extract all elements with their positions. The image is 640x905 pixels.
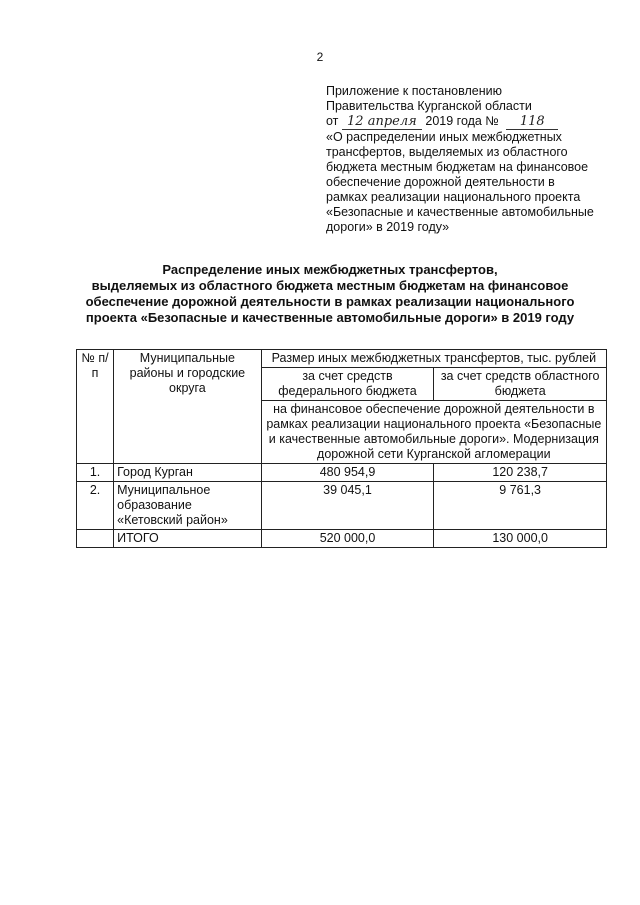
appendix-date-line <box>326 114 616 130</box>
appendix-title-line: рамках реализации национального проекта <box>326 190 581 204</box>
header-no: № п/п <box>77 350 114 464</box>
row-regional: 130 000,0 <box>434 530 607 548</box>
row-federal: 520 000,0 <box>261 530 434 548</box>
title-line: Распределение иных межбюджетных трансфертов, <box>162 262 498 277</box>
handwritten-date: 12 апреля <box>342 114 422 130</box>
row-regional: 9 761,3 <box>434 482 607 530</box>
page-number: 2 <box>316 50 324 64</box>
table-header-row <box>77 350 607 368</box>
title-line: обеспечение дорожной деятельности в рамках реализации национального <box>85 294 575 309</box>
appendix-line: Приложение к постановлению <box>326 84 502 98</box>
appendix-line: Правительства Курганской области <box>326 99 532 113</box>
header-purpose: на финансовое обеспечение дорожной деятельности в рамках реализации национального проекта «Безопасные и качественные автомобильные дороги». Модернизация дорожной сети Курганской агломерации <box>261 401 606 464</box>
header-municipality: Муниципальные районы и городские округа <box>114 350 262 464</box>
year-text: 2019 года № <box>425 114 499 128</box>
row-no: 1. <box>77 464 114 482</box>
header-amount: Размер иных межбюджетных трансфертов, тыс. рублей <box>261 350 606 368</box>
table-total-row <box>77 530 607 548</box>
row-no: 2. <box>77 482 114 530</box>
allocation-table <box>76 349 607 548</box>
date-prefix: от <box>326 114 339 128</box>
title-line: выделяемых из областного бюджета местным бюджетам на финансовое <box>91 278 569 293</box>
row-name: Город Курган <box>114 464 262 482</box>
appendix-title-line: дороги» в 2019 году» <box>326 220 450 234</box>
handwritten-number: 118 <box>506 114 558 130</box>
appendix-title-line: «О распределении иных межбюджетных <box>326 130 562 144</box>
row-regional: 120 238,7 <box>434 464 607 482</box>
header-regional: за счет средств областного бюджета <box>434 368 607 401</box>
row-federal: 39 045,1 <box>261 482 434 530</box>
appendix-header <box>326 84 616 235</box>
appendix-title-line: обеспечение дорожной деятельности в <box>326 175 555 189</box>
table-row <box>77 464 607 482</box>
appendix-title-line: «Безопасные и качественные автомобильные <box>326 205 594 219</box>
appendix-title-line: бюджета местным бюджетам на финансовое <box>326 160 589 174</box>
row-no <box>77 530 114 548</box>
row-name: ИТОГО <box>114 530 262 548</box>
row-name: Муниципальное образование «Кетовский район» <box>114 482 262 530</box>
row-federal: 480 954,9 <box>261 464 434 482</box>
table-row <box>77 482 607 530</box>
appendix-title-line: трансфертов, выделяемых из областного <box>326 145 568 159</box>
title-line: проекта «Безопасные и качественные автомобильные дороги» в 2019 году <box>85 310 575 325</box>
document-title <box>80 262 580 326</box>
header-federal: за счет средств федерального бюджета <box>261 368 434 401</box>
